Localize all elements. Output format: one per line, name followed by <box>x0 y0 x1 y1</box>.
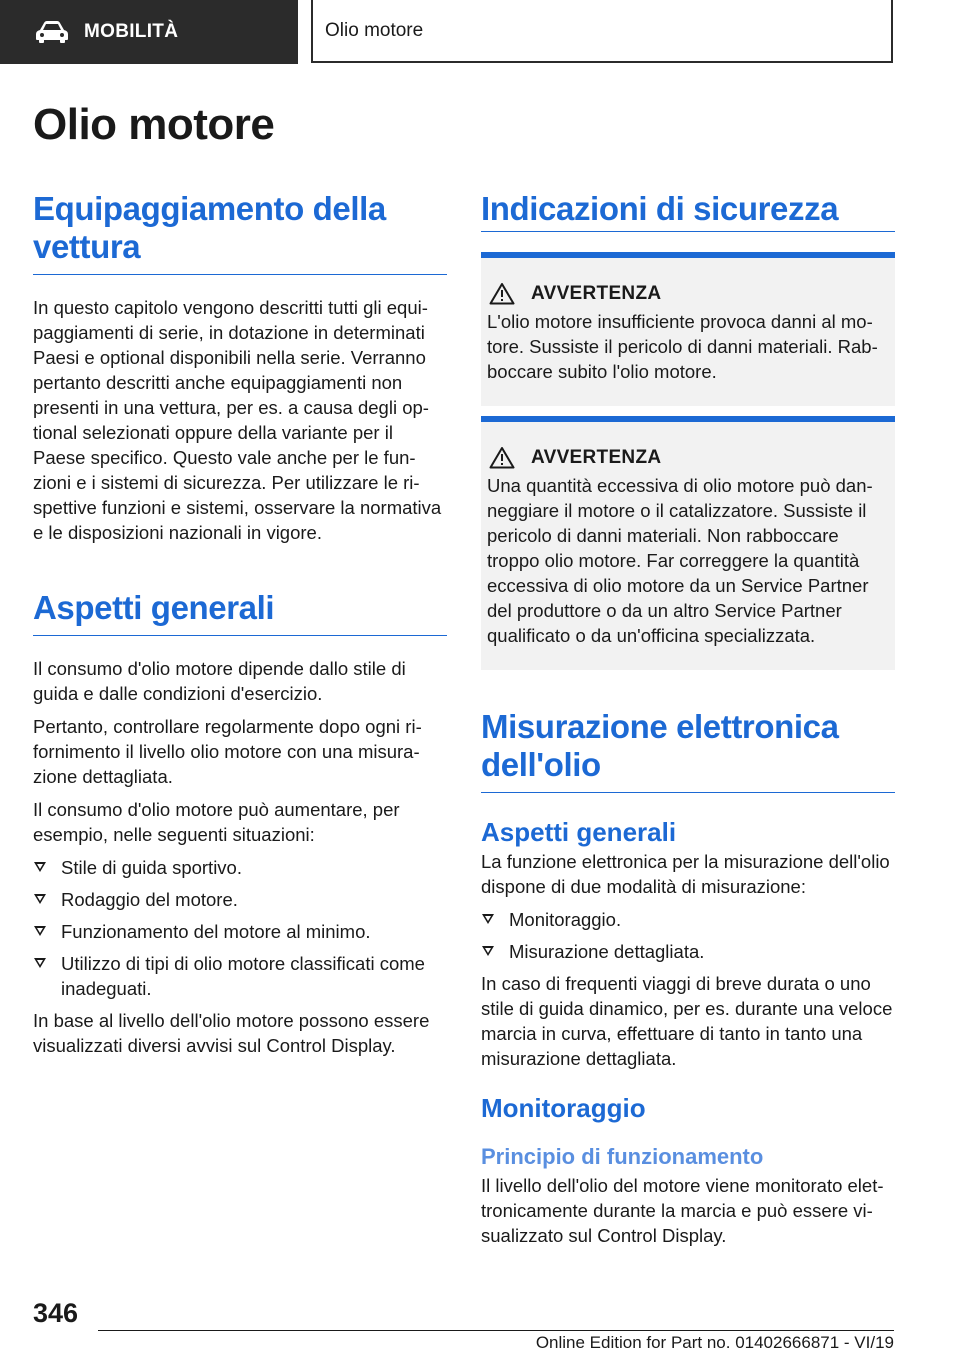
list-item: Monitoraggio. <box>481 907 895 932</box>
warning-box-2 <box>481 416 895 670</box>
list-item: Stile di guida sportivo. <box>33 855 447 880</box>
general-paragraph-1: Il consumo d'olio motore dipende dallo stile di guida e dalle condizioni d'esercizio. <box>33 658 406 704</box>
triangle-bullet-icon <box>34 958 46 968</box>
warning-label: AVVERTENZA <box>531 282 662 304</box>
right-column <box>481 190 895 1248</box>
section-tab[interactable] <box>0 0 298 64</box>
car-icon <box>34 20 70 44</box>
breadcrumb: Olio motore <box>311 0 893 63</box>
warning-text: Una quantità eccessiva di olio motore può danneggiare il motore o il catalizzatore. Sussiste il pericolo di danni materiali. Non rabboccare troppo olio motore. Far correggere la quantità eccessiva di olio motore da un Service Partner del produttore o da un altro Service Partner qualificato o da un'officina specializzata. <box>487 475 873 646</box>
equipment-text: In questo capitolo vengono descritti tutti gli equipaggiamenti di serie, in dotazione in determinati Paesi e optional disponibili nella serie. Verranno pertanto descritti anche equipaggiamenti non presenti in una vettura, per es. a causa degli optional selezionati oppure della variante per il Paese specifico. Questo vale anche per le funzioni e i sistemi di sicurezza. Per utilizzare le rispettive funzioni e sistemi, osservare la normativa e le disposizioni nazionali in vigore. <box>33 297 442 543</box>
measure-subheading: Aspetti generali <box>481 817 677 847</box>
list-item: Utilizzo di tipi di olio motore classificati come inadeguati. <box>33 951 447 1001</box>
measure-heading: Misurazione elettronica dell'olio <box>481 708 895 793</box>
general-list <box>33 855 447 1001</box>
measure-paragraph-1: La funzione elettronica per la misurazione dell'olio dispone di due modalità di misurazione: <box>481 851 890 897</box>
list-item: Rodaggio del motore. <box>33 887 447 912</box>
page-number: 346 <box>33 1298 79 1328</box>
triangle-bullet-icon <box>482 946 494 956</box>
warning-triangle-icon <box>489 446 515 469</box>
warning-text: L'olio motore insufficiente provoca danni al motore. Sussiste il pericolo di danni materiali. Rabboccare subito l'olio motore. <box>487 311 878 382</box>
safety-heading: Indicazioni di sicurezza <box>481 190 895 232</box>
edition-text: Online Edition for Part no. 01402666871 - VI/19 <box>535 1333 894 1352</box>
warning-label: AVVERTENZA <box>531 446 662 468</box>
general-paragraph-3: Il consumo d'olio motore può aumentare, per esempio, nelle seguenti situazioni: <box>33 799 400 845</box>
section-label: MOBILITÀ <box>84 21 179 42</box>
warning-box-1 <box>481 252 895 406</box>
general-paragraph-2: Pertanto, controllare regolarmente dopo ogni rifornimento il livello olio motore con una misurazione dettagliata. <box>33 716 422 787</box>
measure-list <box>481 907 895 964</box>
triangle-bullet-icon <box>34 926 46 936</box>
left-column <box>33 190 447 1058</box>
triangle-bullet-icon <box>482 914 494 924</box>
principle-text: Il livello dell'olio del motore viene monitorato elettronicamente durante la marcia e può essere visualizzato sul Control Display. <box>481 1175 884 1246</box>
list-item: Misurazione dettagliata. <box>481 939 895 964</box>
monitor-heading: Monitoraggio <box>481 1093 646 1123</box>
triangle-bullet-icon <box>34 862 46 872</box>
equipment-heading: Equipaggiamento della vettura <box>33 190 447 275</box>
list-item: Funzionamento del motore al minimo. <box>33 919 447 944</box>
general-heading: Aspetti generali <box>33 589 447 636</box>
measure-paragraph-2: In caso di frequenti viaggi di breve durata o uno stile di guida dinamico, per es. durante una veloce marcia in curva, effettuare di tanto in tanto una misurazione dettagliata. <box>481 973 893 1069</box>
general-paragraph-4: In base al livello dell'olio motore possono essere visualizzati diversi avvisi sul Control Display. <box>33 1010 430 1056</box>
principle-heading: Principio di funzionamento <box>481 1144 764 1169</box>
triangle-bullet-icon <box>34 894 46 904</box>
page-title: Olio motore <box>33 100 275 149</box>
footer-divider <box>98 1330 894 1331</box>
warning-triangle-icon <box>489 282 515 305</box>
